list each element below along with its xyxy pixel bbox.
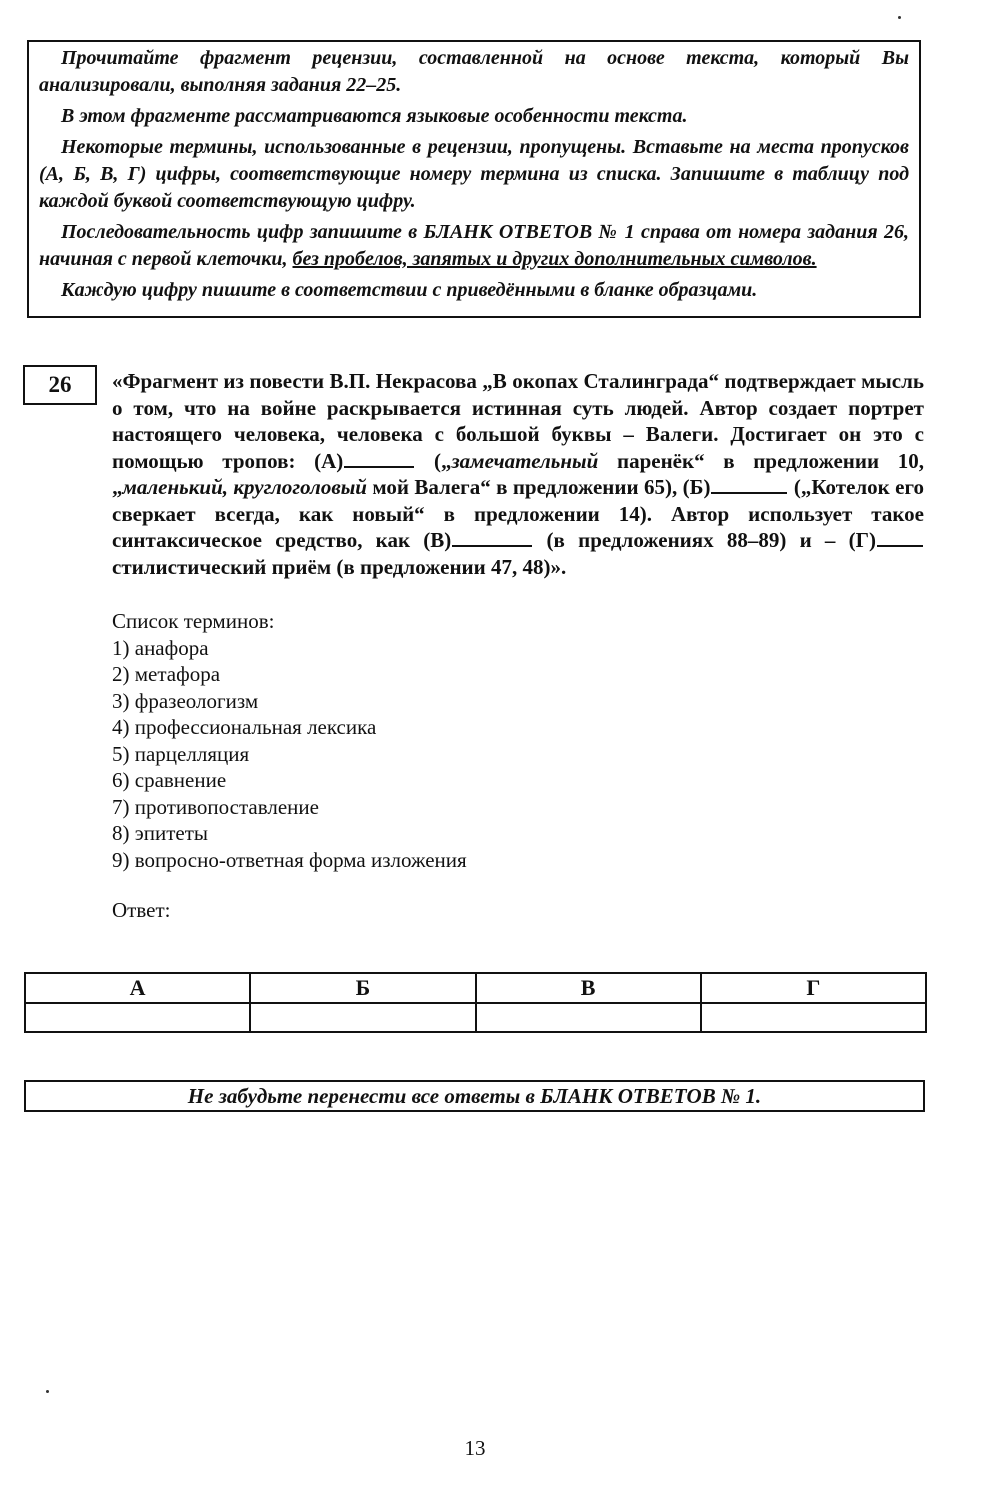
instructions-paragraph-2: В этом фрагменте рассматриваются языковые особенности текста. — [61, 105, 688, 127]
blank-v — [452, 528, 532, 547]
task-text-part: („Котелок его сверкает всегда, как новый“ в предложении 14). Автор использует такое синтаксическое средство, как (В) — [112, 475, 925, 552]
answer-header-a: А — [25, 973, 250, 1003]
instructions-box — [27, 40, 921, 318]
answer-cell-v[interactable] — [476, 1003, 701, 1032]
instructions-paragraph-3: Некоторые термины, использованные в рецензии, пропущены. Вставьте на места пропусков (А, Б, В, Г) цифры, соответствующие номеру термина из списка. Запишите в таблицу под каждой буквой соответствующую цифру. — [39, 136, 909, 212]
answer-header-v: В — [476, 973, 701, 1003]
instructions-paragraph-5: Каждую цифру пишите в соответствии с приведёнными в бланке образцами. — [61, 279, 758, 301]
blank-g — [877, 528, 923, 547]
term-item: 5) парцелляция — [112, 741, 250, 766]
term-item: 9) вопросно-ответная форма изложения — [112, 847, 467, 872]
term-item: 4) профессиональная лексика — [112, 715, 377, 739]
instructions-p4-underlined: без пробелов, запятых и других дополнительных символов. — [292, 248, 817, 270]
instructions-p4-text: Последовательность цифр запишите в БЛАНК ОТВЕТОВ № 1 справа от номера задания 26, начиная с первой клеточки, — [39, 221, 909, 270]
term-item: 6) сравнение — [112, 768, 227, 792]
term-item: 3) фразеологизм — [112, 688, 259, 713]
reminder-box: Не забудьте перенести все ответы в БЛАНК ОТВЕТОВ № 1. — [24, 1080, 925, 1112]
task-text-part: („ — [415, 448, 452, 473]
answer-cell-g[interactable] — [701, 1003, 926, 1032]
instructions-paragraph-1: Прочитайте фрагмент рецензии, составленной на основе текста, который Вы анализировали, выполняя задания 22–25. — [39, 47, 909, 96]
task-text-italic: замечательный — [451, 448, 599, 473]
answer-cell-a[interactable] — [25, 1003, 250, 1032]
answer-header-g: Г — [701, 973, 926, 1003]
term-item: 7) противопоставление — [112, 794, 319, 819]
scan-speck — [898, 16, 901, 19]
instructions-paragraph-4 — [39, 219, 909, 273]
terms-heading: Список терминов: — [112, 609, 275, 633]
task-number-box: 26 — [23, 365, 97, 405]
term-item: 8) эпитеты — [112, 821, 209, 845]
answer-label: Ответ: — [112, 898, 171, 922]
term-item: 1) анафора — [112, 635, 209, 660]
task-text-part: паренёк“ в предложении 10, „ — [112, 448, 924, 499]
terms-list — [112, 608, 712, 873]
task-text-part: «Фрагмент из повести В.П. Некрасова „В окопах Сталинграда“ подтверждает мысль о том, что на войне раскрывается истинная суть людей. Автор создает портрет настоящего человека, человека с большой буквы – Валеги. Достигает он это с помощью тропов: (А) — [112, 369, 924, 473]
task-text-italic: маленький, круглоголовый — [122, 475, 367, 499]
answer-header-b: Б — [250, 973, 475, 1003]
page-number: 13 — [464, 1436, 486, 1460]
scan-speck — [46, 1390, 49, 1393]
task-text-part: (в предложениях 88–89) и – (Г) — [533, 528, 876, 552]
task-text — [112, 368, 924, 580]
blank-b — [711, 475, 787, 494]
term-item: 2) метафора — [112, 662, 221, 686]
task-text-part: стилистический приём (в предложении 47, 48)». — [112, 554, 567, 579]
task-text-part: мой Валега“ в предложении 65), (Б) — [366, 475, 711, 499]
blank-a — [344, 449, 414, 468]
answer-table — [24, 972, 927, 1033]
answer-cell-b[interactable] — [250, 1003, 475, 1032]
